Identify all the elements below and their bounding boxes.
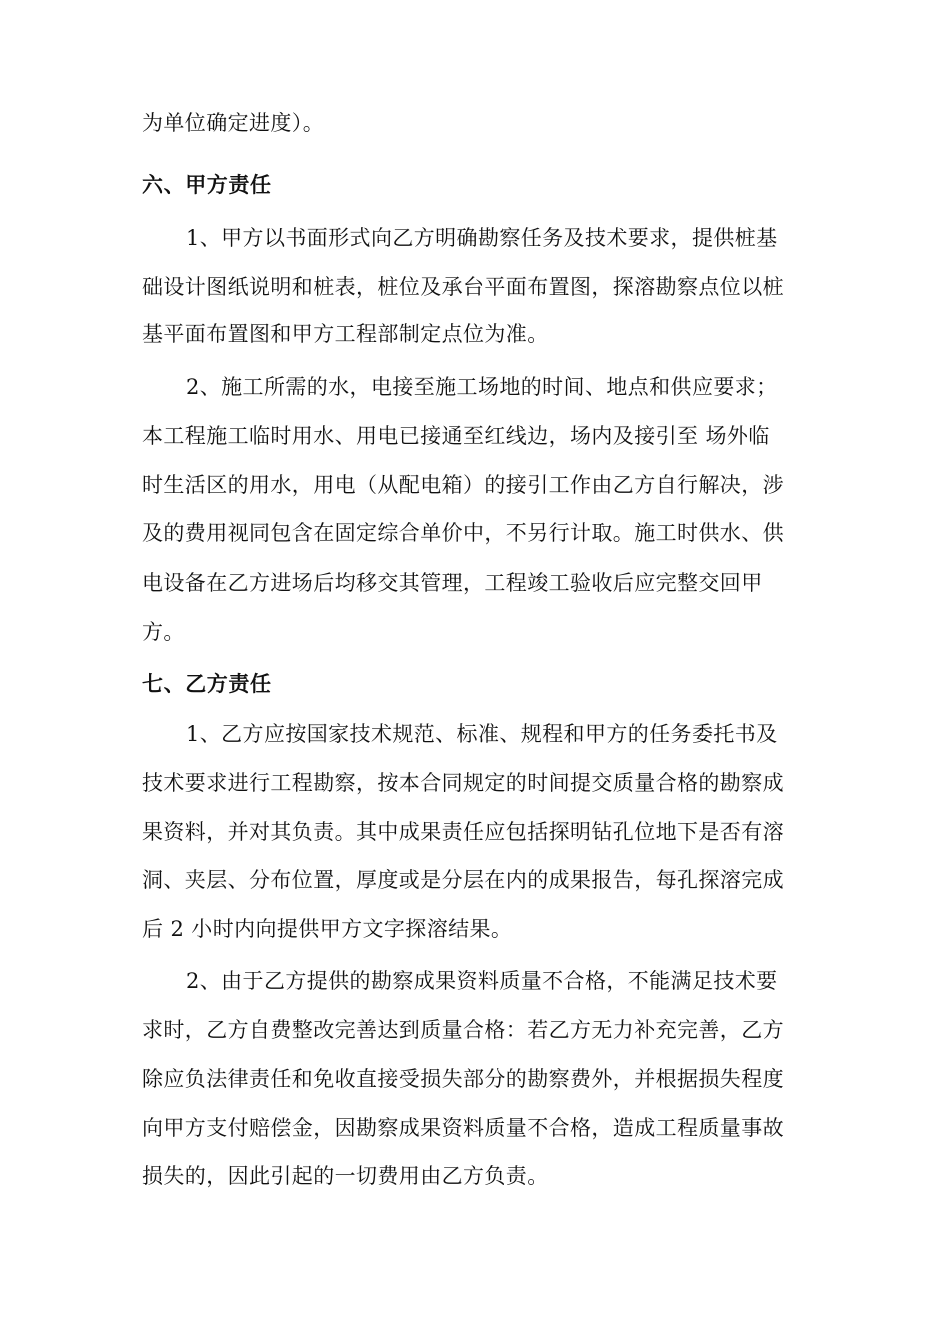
- paragraph-line: 方。: [142, 620, 185, 644]
- paragraph-line: 及的费用视同包含在固定综合单价中，不另行计取。施工时供水、供: [142, 521, 784, 545]
- paragraph-line: 1、甲方以书面形式向乙方明确勘察任务及技术要求，提供桩基: [186, 226, 778, 250]
- paragraph-line: 技术要求进行工程勘察，按本合同规定的时间提交质量合格的勘察成: [142, 771, 784, 795]
- continued-text-line: 为单位确定进度）。: [142, 111, 325, 135]
- paragraph-line: 除应负法律责任和免收直接受损失部分的勘察费外，并根据损失程度: [142, 1067, 784, 1091]
- paragraph-line: 电设备在乙方进场后均移交其管理，工程竣工验收后应完整交回甲: [142, 571, 763, 595]
- paragraph-line: 损失的，因此引起的一切费用由乙方负责。: [142, 1164, 549, 1188]
- section-heading-party-b: 七、乙方责任: [142, 671, 272, 696]
- paragraph-line: 洞、夹层、分布位置，厚度或是分层在内的成果报告，每孔探溶完成: [142, 868, 784, 892]
- paragraph-line: 2、施工所需的水，电接至施工场地的时间、地点和供应要求；: [186, 375, 778, 399]
- paragraph-line: 1、乙方应按国家技术规范、标准、规程和甲方的任务委托书及: [186, 722, 778, 746]
- paragraph-line: 2、由于乙方提供的勘察成果资料质量不合格，不能满足技术要: [186, 969, 778, 993]
- paragraph-line: 果资料，并对其负责。其中成果责任应包括探明钻孔位地下是否有溶: [142, 820, 784, 844]
- paragraph-line: 本工程施工临时用水、用电已接通至红线边，场内及接引至 场外临: [142, 424, 770, 448]
- paragraph-line: 求时，乙方自费整改完善达到质量合格：若乙方无力补充完善，乙方: [142, 1018, 784, 1042]
- paragraph-line: 后 2 小时内向提供甲方文字探溶结果。: [142, 917, 513, 941]
- paragraph-line: 向甲方支付赔偿金，因勘察成果资料质量不合格，造成工程质量事故: [142, 1116, 784, 1140]
- paragraph-line: 时生活区的用水，用电（从配电箱）的接引工作由乙方自行解决，涉: [142, 473, 784, 497]
- section-heading-party-a: 六、甲方责任: [142, 172, 272, 197]
- paragraph-line: 础设计图纸说明和桩表，桩位及承台平面布置图，探溶勘察点位以桩: [142, 275, 784, 299]
- paragraph-line: 基平面布置图和甲方工程部制定点位为准。: [142, 322, 549, 346]
